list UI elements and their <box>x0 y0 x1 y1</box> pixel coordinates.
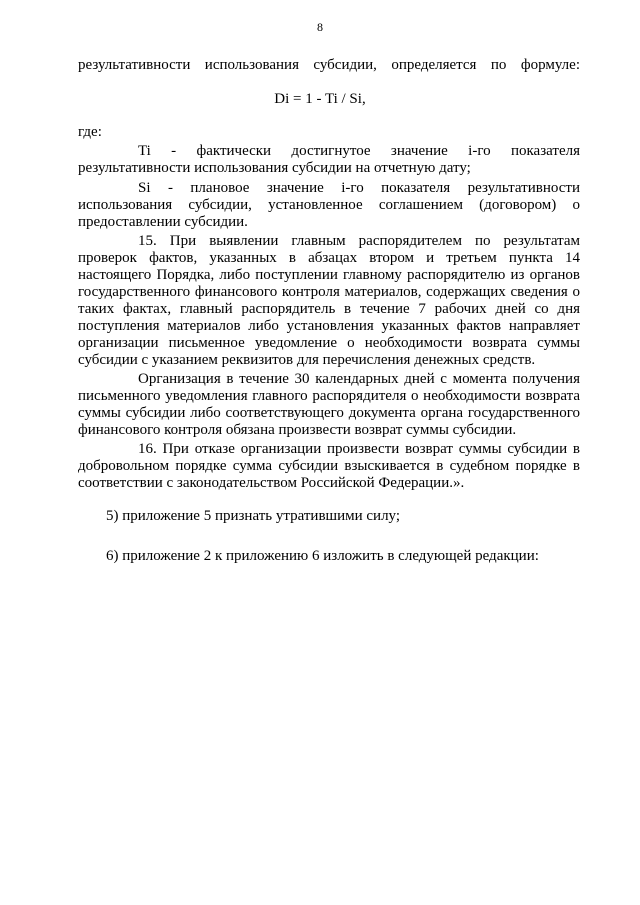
text-line: Ti - фактически достигнутое значение i-го показателя <box>138 143 580 159</box>
text-line: финансового контроля обязана произвести возврат суммы субсидии. <box>78 422 517 438</box>
text-line: письменного уведомления главного распорядителя о необходимости возврата <box>78 388 580 404</box>
page-number: 8 <box>317 20 323 34</box>
text-line: соответствии с законодательством Российской Федерации.». <box>78 475 465 491</box>
text-line: Организация в течение 30 календарных дней с момента получения <box>138 371 580 387</box>
text-line: организации письменное уведомление о необходимости возврата суммы <box>78 335 580 351</box>
text-line: государственного финансового контроля материалов, содержащих сведения о <box>78 284 580 300</box>
text-line: добровольном порядке сумма субсидии взыскивается в судебном порядке в <box>78 458 580 474</box>
text-line: результативности использования субсидии на отчетную дату; <box>78 160 471 176</box>
list-item: 5) приложение 5 признать утратившими силу; <box>106 508 401 524</box>
text-line: суммы субсидии либо соответствующего документа органа государственного <box>78 405 580 421</box>
formula: Di = 1 - Ti / Si, <box>274 91 366 107</box>
list-item: 6) приложение 2 к приложению 6 изложить в следующей редакции: <box>106 548 539 564</box>
text-line: 16. При отказе организации произвести возврат суммы субсидии в <box>138 441 580 457</box>
text-line: результативности использования субсидии, определяется по формуле: <box>78 57 580 73</box>
text-line: субсидии с указанием реквизитов для перечисления денежных средств. <box>78 352 536 368</box>
text-line: предоставлении субсидии. <box>78 214 248 230</box>
text-line: проверок фактов, указанных в абзацах втором и третьем пункта 14 <box>78 250 580 266</box>
text-line: поступления материалов либо установления указанных фактов направляет <box>78 318 580 334</box>
text-line: где: <box>78 124 102 140</box>
text-line: использования субсидии, установленное соглашением (договором) о <box>78 197 580 213</box>
text-line: настоящего Порядка, либо поступлении главному распорядителю из органов <box>78 267 580 283</box>
text-line: таких фактах, главный распорядитель в течение 7 рабочих дней со дня <box>78 301 580 317</box>
text-line: 15. При выявлении главным распорядителем по результатам <box>138 233 580 249</box>
text-line: Si - плановое значение i-го показателя результативности <box>138 180 580 196</box>
